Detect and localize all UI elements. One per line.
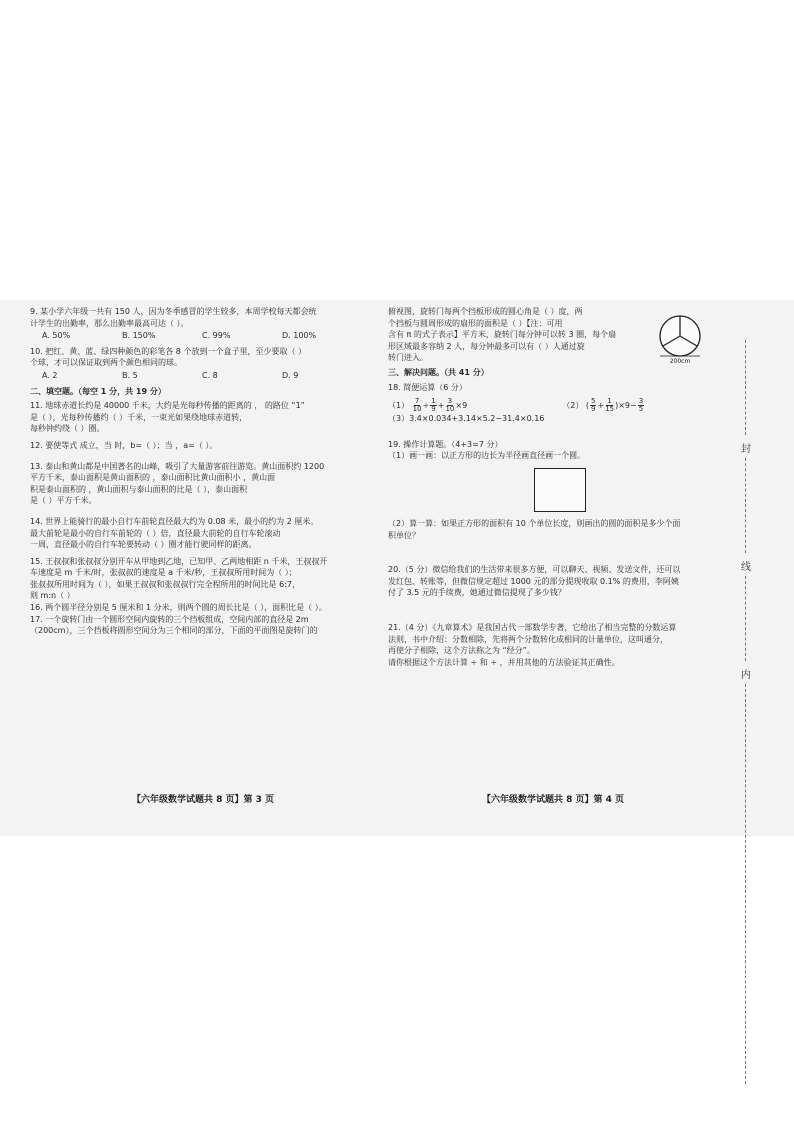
- q18-item-3: （3）3.4×0.034+3.14×5.2−31.4×0.16: [388, 414, 545, 424]
- q9-options: [42, 330, 365, 342]
- q17-line2: （200cm），三个挡板将圆形空间分为三个相同的部分，下面的平面图是旋转门的: [30, 626, 318, 636]
- diameter-label: 200cm: [669, 358, 691, 364]
- q13-line4: 是（ ）平方千米。: [30, 496, 97, 506]
- square-figure: [534, 468, 586, 512]
- q12-line: 12. 要使等式 成立，当 时，b=（ ）；当 ，a=（ ）。: [30, 440, 218, 450]
- q13-line1: 13. 泰山和黄山都是中国著名的山峰，吸引了大量游客前往游览。黄山面积约 1200: [30, 461, 325, 471]
- q9-option-d: D. 100%: [282, 331, 317, 341]
- q17-cont-line5: 转门进入。: [388, 353, 428, 363]
- q10-option-c: C. 8: [202, 370, 218, 380]
- q10-line1: 10. 把红、黄、蓝、绿四种颜色的彩笔各 8 个放到一个盒子里，至少要取（ ）: [30, 346, 306, 356]
- fraction-3-5: $\frac{3}{5}$: [638, 397, 644, 414]
- q21-line3: 再使分子相除，这个方法称之为 “经分”。: [388, 646, 535, 656]
- fraction-1-9: $\frac{1}{9}$: [431, 397, 436, 414]
- q19-part2-line2: 积单位？: [388, 530, 420, 540]
- q16-line: 16. 两个圆半径分别是 5 厘米和 1 分米，则两个圆的周长比是（ ），面积比是（ ）。: [30, 603, 327, 613]
- q17-line1: 17. 一个旋转门由一个圆形空间内旋转的三个挡板组成，空间内部的直径是 2m: [30, 614, 309, 624]
- q18-item-1-label: （1）: [388, 401, 410, 411]
- q20-line2: 发红包、转账等，但微信规定超过 1000 元的部分提现收取 0.1% 的费用，李阿姨: [388, 576, 679, 586]
- q15-line3: 张叔叔所用时间为（ ），如果王叔叔和张叔叔行完全程所用的时间比是 6:7，: [30, 579, 300, 589]
- q15-line2: 车速度是 m 千米/时，张叔叔的速度是 a 千米/秒，王叔叔所用时间为（ ）；: [30, 568, 297, 578]
- binding-mark-2: 线: [741, 562, 751, 573]
- q18-title: 18. 简便运算（6 分）: [388, 382, 467, 392]
- fraction-5-9: $\frac{5}{9}$: [591, 397, 596, 414]
- q14-line2: 最大前轮是最小的自行车前轮的（ ）倍，直径最大前轮的自行车轮滚动: [30, 528, 281, 538]
- q10-option-a: A. 2: [42, 370, 58, 380]
- q18-items-row: （1） $\frac{7}{10}$ ÷ $\frac{1}{9}$ + $\frac{3}{10}$ ×9 （2） ( $\frac{5}{9}$ + $\frac{1}{15}$ )×9− $\frac{3}{5}$: [388, 397, 644, 414]
- section-2-heading: 二、填空题。（每空 1 分，共 19 分）: [30, 386, 166, 396]
- q10-option-d: D. 9: [282, 370, 299, 380]
- q13-line2: 平方千米，泰山面积是黄山面积的 ，泰山面积比黄山面积小 ，黄山面: [30, 473, 276, 483]
- revolving-door-figure: [652, 314, 708, 364]
- q19-title: 19. 操作计算题。（4+3=7 分）: [388, 439, 503, 449]
- q19-part2-line1: （2）算一算：如果正方形的面积有 10 个单位长度，则画出的圆的面积是多少个面: [388, 518, 681, 528]
- q20-line1: 20.（5 分）微信给我们的生活带来很多方便，可以聊天、视频、发送文件，还可以: [388, 565, 681, 575]
- q21-line1: 21.（4 分）《九章算术》是我国古代一部数学专著，它给出了相当完整的分数运算: [388, 622, 677, 632]
- binding-line: [736, 340, 756, 1100]
- q17-cont-line2: 个挡板与圆周形成的扇形的面积是（ ）【注：可用: [388, 318, 563, 328]
- page-footer-4: 【六年级数学试题共 8 页】第 4 页: [482, 795, 625, 805]
- q11-line1: 11. 地球赤道长约是 40000 千米，大约是光每秒传播的距离的 ， 的路位 “1”: [30, 401, 305, 411]
- q10-option-b: B. 5: [122, 370, 138, 380]
- q9-option-c: C. 99%: [202, 331, 231, 341]
- fraction-1-15: $\frac{1}{15}$: [605, 397, 615, 414]
- q19-part1: （1）画一画：以正方形的边长为半径画直径画一个圆。: [388, 451, 586, 461]
- q21-line2: 法则，书中介绍：分数相除，先将两个分数转化成相同的计量单位，这叫通分，: [388, 634, 668, 644]
- q11-line2: 是（ ），光每秒传播约（ ）千米，一束光如果绕地球赤道转，: [30, 412, 248, 422]
- q21-line4: 请你根据这个方法计算 ÷ 和 ÷ ，并用其他的方法验证其正确性。: [388, 657, 620, 667]
- q13-line3: 积是泰山面积的 ，黄山面积与泰山面积的比是（ ），泰山面积: [30, 484, 248, 494]
- fraction-3-10: $\frac{3}{10}$: [445, 397, 455, 414]
- left-page: [30, 306, 365, 637]
- fraction-7-10: $\frac{7}{10}$: [412, 397, 422, 414]
- binding-mark-3: 内: [741, 670, 751, 681]
- q9-line2: 计学生的出勤率，那么出勤率最高可达（ ）。: [30, 318, 189, 328]
- q18-item-2-label: （2）: [562, 401, 584, 411]
- q15-line4: 则 m:n（ ）: [30, 591, 75, 601]
- q11-line3: 每秒钟约绕（ ）圈。: [30, 424, 105, 434]
- q20-line3: 付了 3.5 元的手续费，她通过微信提现了多少钱？: [388, 588, 566, 598]
- q14-line1: 14. 世界上能骑行的最小自行车前轮直径最大约为 0.08 米，最小的约为 2 厘米。: [30, 516, 319, 526]
- q9-line1: 9. 某小学六年级一共有 150 人，因为冬季感冒的学生较多，本周学校每天都会统: [30, 307, 317, 316]
- q17-cont-line4: 形区域最多容纳 2 人，每分钟最多可以有（ ）人通过旋: [388, 341, 585, 351]
- q14-line3: 一周，直径最小的自行车轮要转动（ ）圈才能行驶同样的距离。: [30, 540, 257, 550]
- q10-line2: 个球，才可以保证取到两个颜色相同的球。: [30, 358, 182, 368]
- q10-options: [42, 370, 365, 382]
- page-footer-3: 【六年级数学试题共 8 页】第 3 页: [132, 795, 275, 805]
- q17-cont-line1: 俯视图，旋转门每两个挡板形成的圆心角是（ ）度，两: [388, 307, 583, 316]
- q17-cont-line3: 含有 π 的式子表示】平方米，旋转门每分钟可以转 3 圈，每个扇: [388, 330, 617, 340]
- q9-option-a: A. 50%: [42, 331, 71, 341]
- binding-mark-1: 封: [741, 444, 751, 455]
- q9-option-b: B. 150%: [122, 331, 156, 341]
- q15-line1: 15. 王叔叔和张叔叔分别开车从甲地到乙地，已知甲、乙两地相距 n 千米，王叔叔开: [30, 556, 328, 566]
- section-3-heading: 三、解决问题。（共 41 分）: [388, 367, 489, 377]
